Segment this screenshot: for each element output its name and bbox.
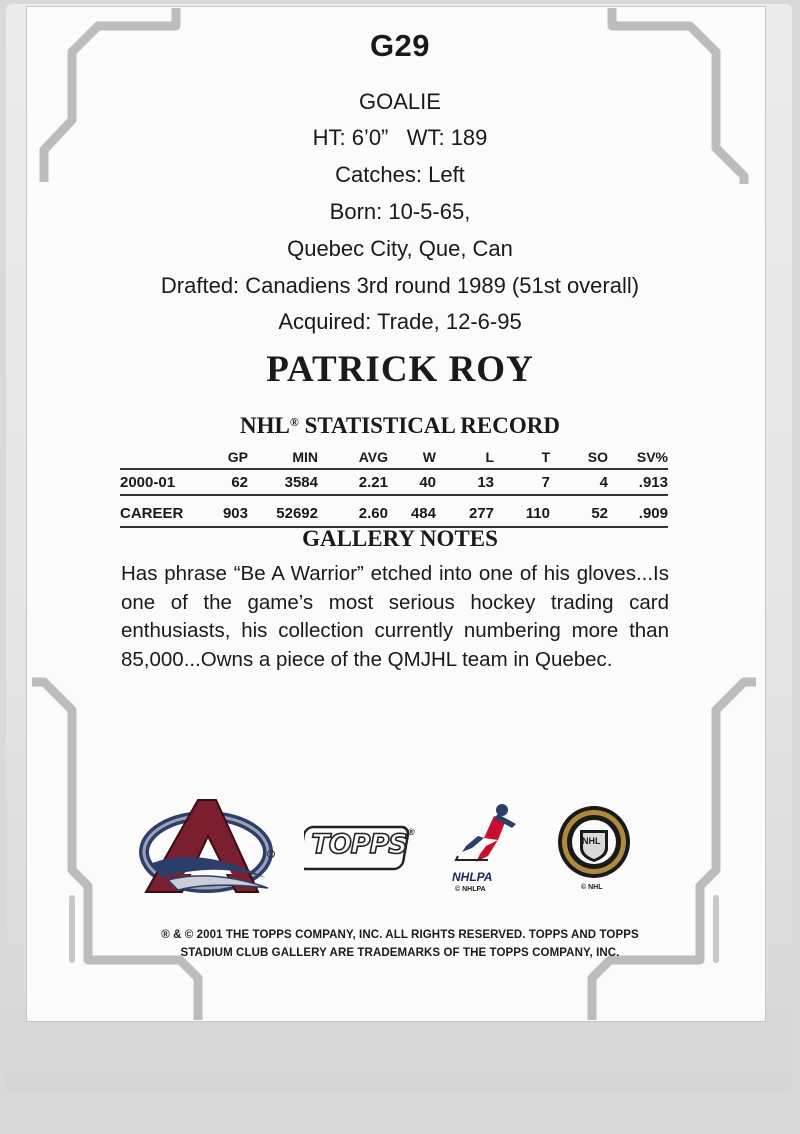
legal-line-2: STADIUM CLUB GALLERY ARE TRADEMARKS OF THE TOPPS COMPANY, INC. xyxy=(180,947,620,959)
table-row xyxy=(120,469,668,495)
stat-cell: .909 xyxy=(608,495,668,527)
stat-cell: 484 xyxy=(388,495,436,527)
stats-header-row xyxy=(120,446,668,469)
header-l: L xyxy=(485,449,494,465)
born-place: Quebec City, Que, Can xyxy=(287,236,513,261)
gallery-notes-text: Has phrase “Be A Warrior” etched into one of his gloves...Is one of the game’s most serious hockey trading card enthusiasts, his collection currently numbering more than 85,000...Owns a piece of the QMJHL team in Quebec. xyxy=(121,562,669,671)
stat-cell: 277 xyxy=(436,495,494,527)
stat-cell: 52692 xyxy=(248,495,318,527)
header-min: MIN xyxy=(292,449,318,465)
header-t: T xyxy=(541,449,550,465)
nhlpa-player-icon xyxy=(454,802,518,870)
player-position: GOALIE xyxy=(359,89,441,114)
table-row xyxy=(120,495,668,527)
stat-cell: CAREER xyxy=(120,495,198,527)
player-name: PATRICK ROY xyxy=(266,349,534,390)
header-so: SO xyxy=(587,449,608,465)
nhl-shield-text: NHL xyxy=(582,836,601,846)
stat-cell: 52 xyxy=(550,495,608,527)
born-date: Born: 10-5-65, xyxy=(329,199,471,224)
stat-cell: 2000-01 xyxy=(120,469,198,495)
stat-cell: .913 xyxy=(608,469,668,495)
stat-cell: 13 xyxy=(436,469,494,495)
topps-logo xyxy=(304,823,414,873)
header-blank xyxy=(120,446,198,469)
legal-text xyxy=(100,926,700,962)
stat-cell: 4 xyxy=(550,469,608,495)
header-w: W xyxy=(422,449,436,465)
stat-cell: 62 xyxy=(198,469,248,495)
avalanche-logo-icon xyxy=(138,792,278,902)
stat-cell: 903 xyxy=(198,495,248,527)
stat-cell: 110 xyxy=(494,495,550,527)
header-avg: AVG xyxy=(358,449,388,465)
legal-line-1: ® & © 2001 THE TOPPS COMPANY, INC. ALL RIGHTS RESERVED. TOPPS AND TOPPS xyxy=(161,929,639,941)
stat-cell: 3584 xyxy=(248,469,318,495)
stats-title: NHL® STATISTICAL RECORD xyxy=(240,413,560,438)
height-weight: HT: 6’0” WT: 189 xyxy=(312,125,488,150)
nhlpa-label: NHLPA xyxy=(452,870,493,884)
header-gp: GP xyxy=(227,449,248,465)
nhl-copyright: © NHL xyxy=(581,884,603,891)
catches: Catches: Left xyxy=(335,162,465,187)
header-svpct: SV% xyxy=(636,449,668,465)
drafted: Drafted: Canadiens 3rd round 1989 (51st overall) xyxy=(160,273,640,298)
card-number: G29 xyxy=(369,28,431,63)
stats-table xyxy=(120,446,668,528)
stat-cell: 2.21 xyxy=(318,469,388,495)
stat-cell: 7 xyxy=(494,469,550,495)
topps-registered-mark: ® xyxy=(408,827,415,837)
stat-cell: 2.60 xyxy=(318,495,388,527)
nhlpa-copyright: © NHLPA xyxy=(455,886,486,893)
gallery-notes-title: GALLERY NOTES xyxy=(302,526,498,551)
acquired: Acquired: Trade, 12-6-95 xyxy=(278,309,522,334)
stat-cell: 40 xyxy=(388,469,436,495)
topps-wordmark: TOPPS xyxy=(311,829,407,860)
